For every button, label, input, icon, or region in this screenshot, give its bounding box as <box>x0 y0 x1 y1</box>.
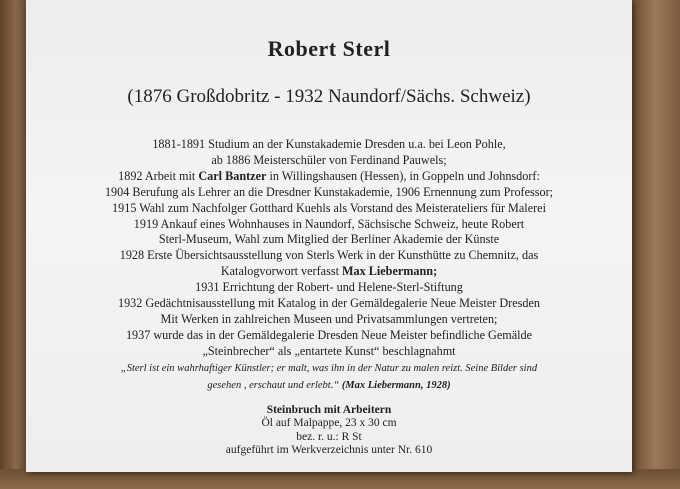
quote-text: gesehen , erschaut und erlebt.“ <box>207 380 342 391</box>
artist-lifespan: (1876 Großdobritz - 1932 Naundorf/Sächs. Schweiz) <box>127 86 531 107</box>
artwork-details <box>26 404 632 457</box>
artwork-title-text: Steinbruch mit Arbeitern <box>266 404 392 416</box>
bio-line: 1932 Gedächtnisausstellung mit Katalog in der Gemäldegalerie Neue Meister Dresden <box>117 296 541 311</box>
bio-bold-name: Carl Bantzer <box>198 168 267 183</box>
bio-line: 1919 Ankauf eines Wohnhauses in Naundorf, Sächsische Schweiz, heute Robert <box>133 216 525 231</box>
wood-wall-left <box>0 0 26 489</box>
artwork-catalog: aufgeführt im Werkverzeichnis unter Nr. 610 <box>225 443 433 456</box>
bio-line: 1915 Wahl zum Nachfolger Gotthard Kuehls als Vorstand des Meisterateliers für Malerei <box>112 200 546 215</box>
bio-line: „Steinbrecher“ als „entartete Kunst“ beschlagnahmt <box>202 343 456 358</box>
artwork-signature: bez. r. u.: R St <box>296 430 362 443</box>
bio-line: Sterl-Museum, Wahl zum Mitglied der Berliner Akademie der Künste <box>158 232 500 247</box>
quote-line: „Sterl ist ein wahrhaftiger Künstler; er malt, was ihn in der Natur zu malen reizt. Seine Bilder sind <box>120 363 538 374</box>
liebermann-quote <box>26 360 632 394</box>
biography <box>26 137 632 360</box>
bio-line: ab 1886 Meisterschüler von Ferdinand Pauwels; <box>211 152 447 167</box>
bio-text: in Willingshausen (Hessen), in Goppeln und Johnsdorf: <box>266 168 540 183</box>
wood-wall-right <box>630 0 680 489</box>
artwork-title <box>26 404 632 417</box>
quote-attribution: (Max Liebermann, 1928) <box>341 380 451 391</box>
bio-line <box>26 264 632 280</box>
bio-line: 1937 wurde das in der Gemäldegalerie Dresden Neue Meister befindliche Gemälde <box>125 327 533 342</box>
artwork-medium: Öl auf Malpappe, 23 x 30 cm <box>261 417 397 430</box>
bio-text: 1892 Arbeit mit <box>118 168 199 183</box>
bio-text: Katalogvorwort verfasst <box>220 264 343 279</box>
artist-name: Robert Sterl <box>267 36 391 61</box>
bio-line: Mit Werken in zahlreichen Museen und Privatsammlungen vertreten; <box>160 311 498 326</box>
bio-line <box>26 169 632 185</box>
bio-line: 1928 Erste Übersichtsausstellung von Sterls Werk in der Kunsthütte zu Chemnitz, das <box>119 248 539 263</box>
bio-line: 1931 Errichtung der Robert- und Helene-Sterl-Stiftung <box>195 280 463 295</box>
quote-line <box>26 377 632 394</box>
bio-line: 1881-1891 Studium an der Kunstakademie Dresden u.a. bei Leon Pohle, <box>152 137 506 151</box>
info-card <box>26 0 632 472</box>
bio-line: 1904 Berufung als Lehrer an die Dresdner Kunstakademie, 1906 Ernennung zum Professor; <box>104 184 554 199</box>
wood-wall-bottom <box>0 469 680 489</box>
bio-bold-name: Max Liebermann; <box>342 264 438 279</box>
